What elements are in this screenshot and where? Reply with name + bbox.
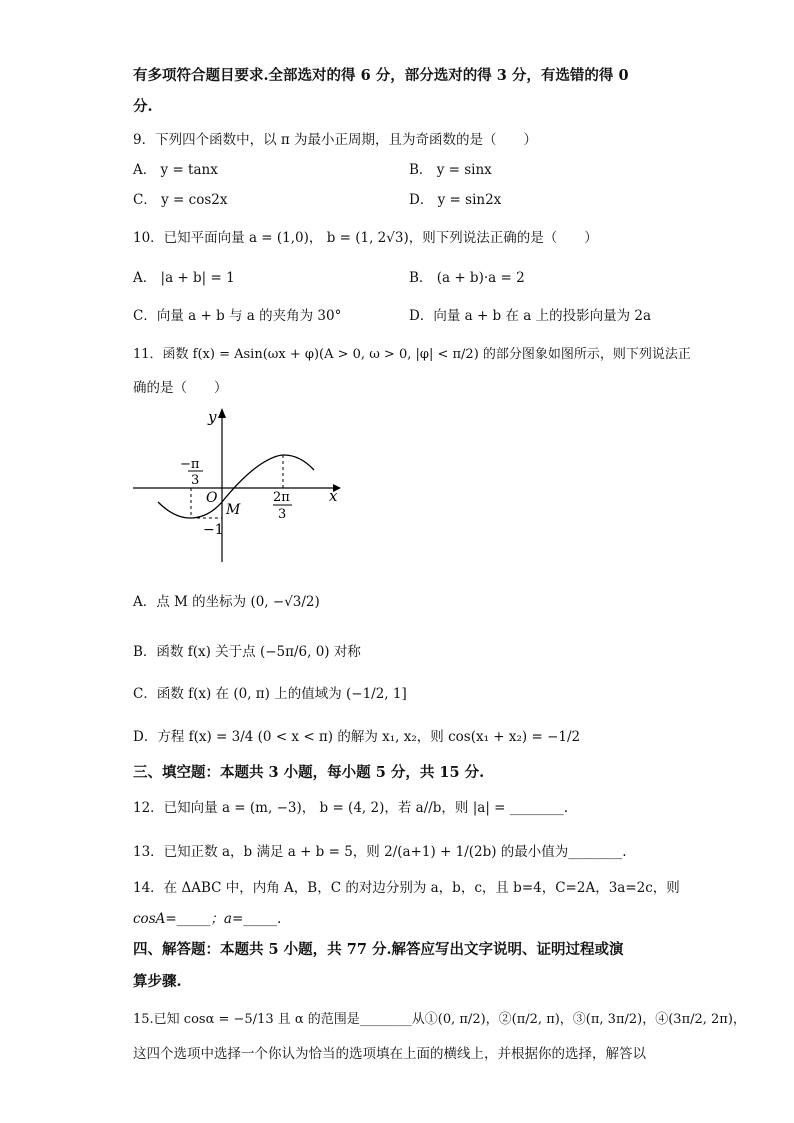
q11-option-b: B．函数 f(x) 关于点 (−5π/6, 0) 对称 <box>133 644 361 660</box>
q13-text: 13．已知正数 a，b 满足 a + b = 5，则 2/(a+1) + 1/(2b) 的最小值为________. <box>133 844 627 860</box>
q15-line-1: 15.已知 cosα = −5/13 且 α 的范围是________从①(0, π/2)，②(π/2, π)，③(π, 3π/2)，④(3π/2, 2π)， <box>133 1012 746 1027</box>
q11-graph-figure <box>128 402 348 567</box>
q9-stem: 9．下列四个函数中，以 π 为最小正周期，且为奇函数的是（ ） <box>133 132 538 148</box>
q10-stem: 10．已知平面向量 a = (1,0)， b = (1, 2√3)，则下列说法正确的是（ ） <box>133 230 598 246</box>
q14-line-2: cosA=_____；a=_____. <box>133 911 282 927</box>
q9-option-c: C． y = cos2x <box>133 192 228 208</box>
q10-option-d: D．向量 a + b 在 a 上的投影向量为 2a <box>409 308 652 324</box>
q10-option-a: A． |a + b| = 1 <box>133 270 235 286</box>
q11-option-c: C．函数 f(x) 在 (0, π) 上的值域为 (−1/2, 1] <box>133 686 407 702</box>
left-tick-denominator: 3 <box>191 473 200 488</box>
q11-option-d: D．方程 f(x) = 3/4 (0 < x < π) 的解为 x₁, x₂，则 cos(x₁ + x₂) = −1/2 <box>133 729 581 745</box>
section-4-title-line-2: 算步骤. <box>133 973 182 990</box>
sine-graph <box>128 402 348 567</box>
q10-option-b: B． (a + b)·a = 2 <box>409 270 525 286</box>
q15-line-2: 这四个选项中选择一个你认为恰当的选项填在上面的横线上，并根据你的选择，解答以 <box>133 1046 646 1062</box>
section-note-line-1: 有多项符合题目要求.全部选对的得 6 分，部分选对的得 3 分，有选错的得 0 <box>133 67 629 84</box>
q11-stem-line-1: 11．函数 f(x) = Asin(ωx + φ)(A > 0, ω > 0, |φ| < π/2) 的部分图象如图所示，则下列说法正 <box>133 347 691 362</box>
section-note-line-2: 分. <box>133 98 153 115</box>
y-axis-arrow <box>218 408 226 418</box>
q11-stem-line-2: 确的是（ ） <box>133 380 228 396</box>
y-axis-label: y <box>208 408 217 426</box>
q9-option-d: D． y = sin2x <box>409 192 502 208</box>
q9-option-a: A． y = tanx <box>133 162 218 178</box>
right-tick-denominator: 3 <box>278 507 287 522</box>
point-m-label: M <box>226 502 241 518</box>
min-value-label: −1 <box>203 522 224 538</box>
origin-label: O <box>206 490 218 506</box>
q12-text: 12．已知向量 a = (m, −3)， b = (4, 2)，若 a//b，则 |a| = ________. <box>133 800 569 816</box>
section-4-title-line-1: 四、解答题：本题共 5 小题，共 77 分.解答应写出文字说明、证明过程或演 <box>133 941 624 958</box>
q9-option-b: B． y = sinx <box>409 162 492 178</box>
left-tick-numerator: −π <box>180 457 200 472</box>
right-tick-numerator: 2π <box>273 490 290 505</box>
section-3-title: 三、填空题：本题共 3 小题，每小题 5 分，共 15 分. <box>133 764 485 781</box>
q14-line-1: 14．在 ΔABC 中，内角 A，B，C 的对边分别为 a，b，c，且 b=4，C=2A，3a=2c，则 <box>133 880 680 896</box>
x-axis-label: x <box>329 487 338 505</box>
q11-option-a: A．点 M 的坐标为 (0, −√3/2) <box>133 594 320 610</box>
q10-option-c: C．向量 a + b 与 a 的夹角为 30° <box>133 308 342 324</box>
